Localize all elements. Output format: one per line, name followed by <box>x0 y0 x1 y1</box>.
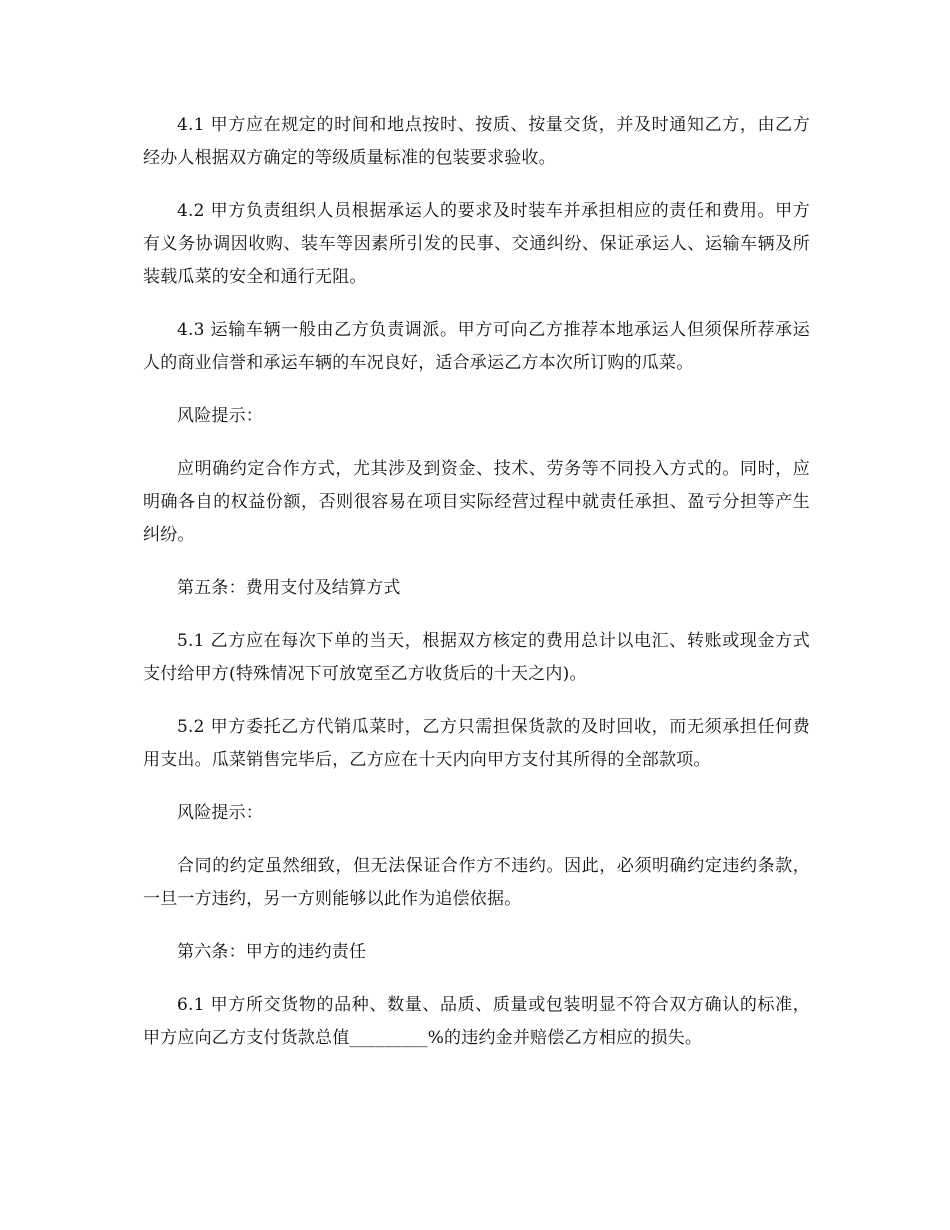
risk-notice-heading: 风险提示： <box>177 406 263 426</box>
risk-notice-text: 合同的约定虽然细致，但无法保证合作方不违约。因此，必须明确约定违约条款，一旦一方违约，另一方则能够以此作为追偿依据。 <box>143 856 810 909</box>
clause-6-1: 6.1 甲方所交货物的品种、数量、品质、质量或包装明显不符合双方确认的标准，甲方应向乙方支付货款总值_________%的违约金并赔偿乙方相应的损失。 <box>143 995 810 1048</box>
risk-notice-heading: 风险提示： <box>177 803 263 823</box>
clause-4-3: 4.3 运输车辆一般由乙方负责调派。甲方可向乙方推荐本地承运人但须保所荐承运人的商业信誉和承运车辆的车况良好，适合承运乙方本次所订购的瓜菜。 <box>143 320 810 373</box>
clause-4-2: 4.2 甲方负责组织人员根据承运人的要求及时装车并承担相应的责任和费用。甲方有义务协调因收购、装车等因素所引发的民事、交通纠纷、保证承运人、运输车辆及所装载瓜菜的安全和通行无阻。 <box>143 201 810 287</box>
clause-5-2: 5.2 甲方委托乙方代销瓜菜时，乙方只需担保货款的及时回收，而无须承担任何费用支出。瓜菜销售完毕后，乙方应在十天内向甲方支付其所得的全部款项。 <box>143 717 810 770</box>
risk-notice-text: 应明确约定合作方式，尤其涉及到资金、技术、劳务等不同投入方式的。同时，应明确各自的权益份额，否则很容易在项目实际经营过程中就责任承担、盈亏分担等产生纠纷。 <box>143 459 810 545</box>
article-5-heading: 第五条：费用支付及结算方式 <box>177 578 401 598</box>
article-6-heading: 第六条：甲方的违约责任 <box>177 942 367 962</box>
clause-5-1: 5.1 乙方应在每次下单的当天，根据双方核定的费用总计以电汇、转账或现金方式支付给甲方(特殊情况下可放宽至乙方收货后的十天之内)。 <box>143 631 810 684</box>
clause-4-1: 4.1 甲方应在规定的时间和地点按时、按质、按量交货，并及时通知乙方，由乙方经办人根据双方确定的等级质量标准的包装要求验收。 <box>143 115 810 168</box>
document-body <box>143 109 810 1075</box>
